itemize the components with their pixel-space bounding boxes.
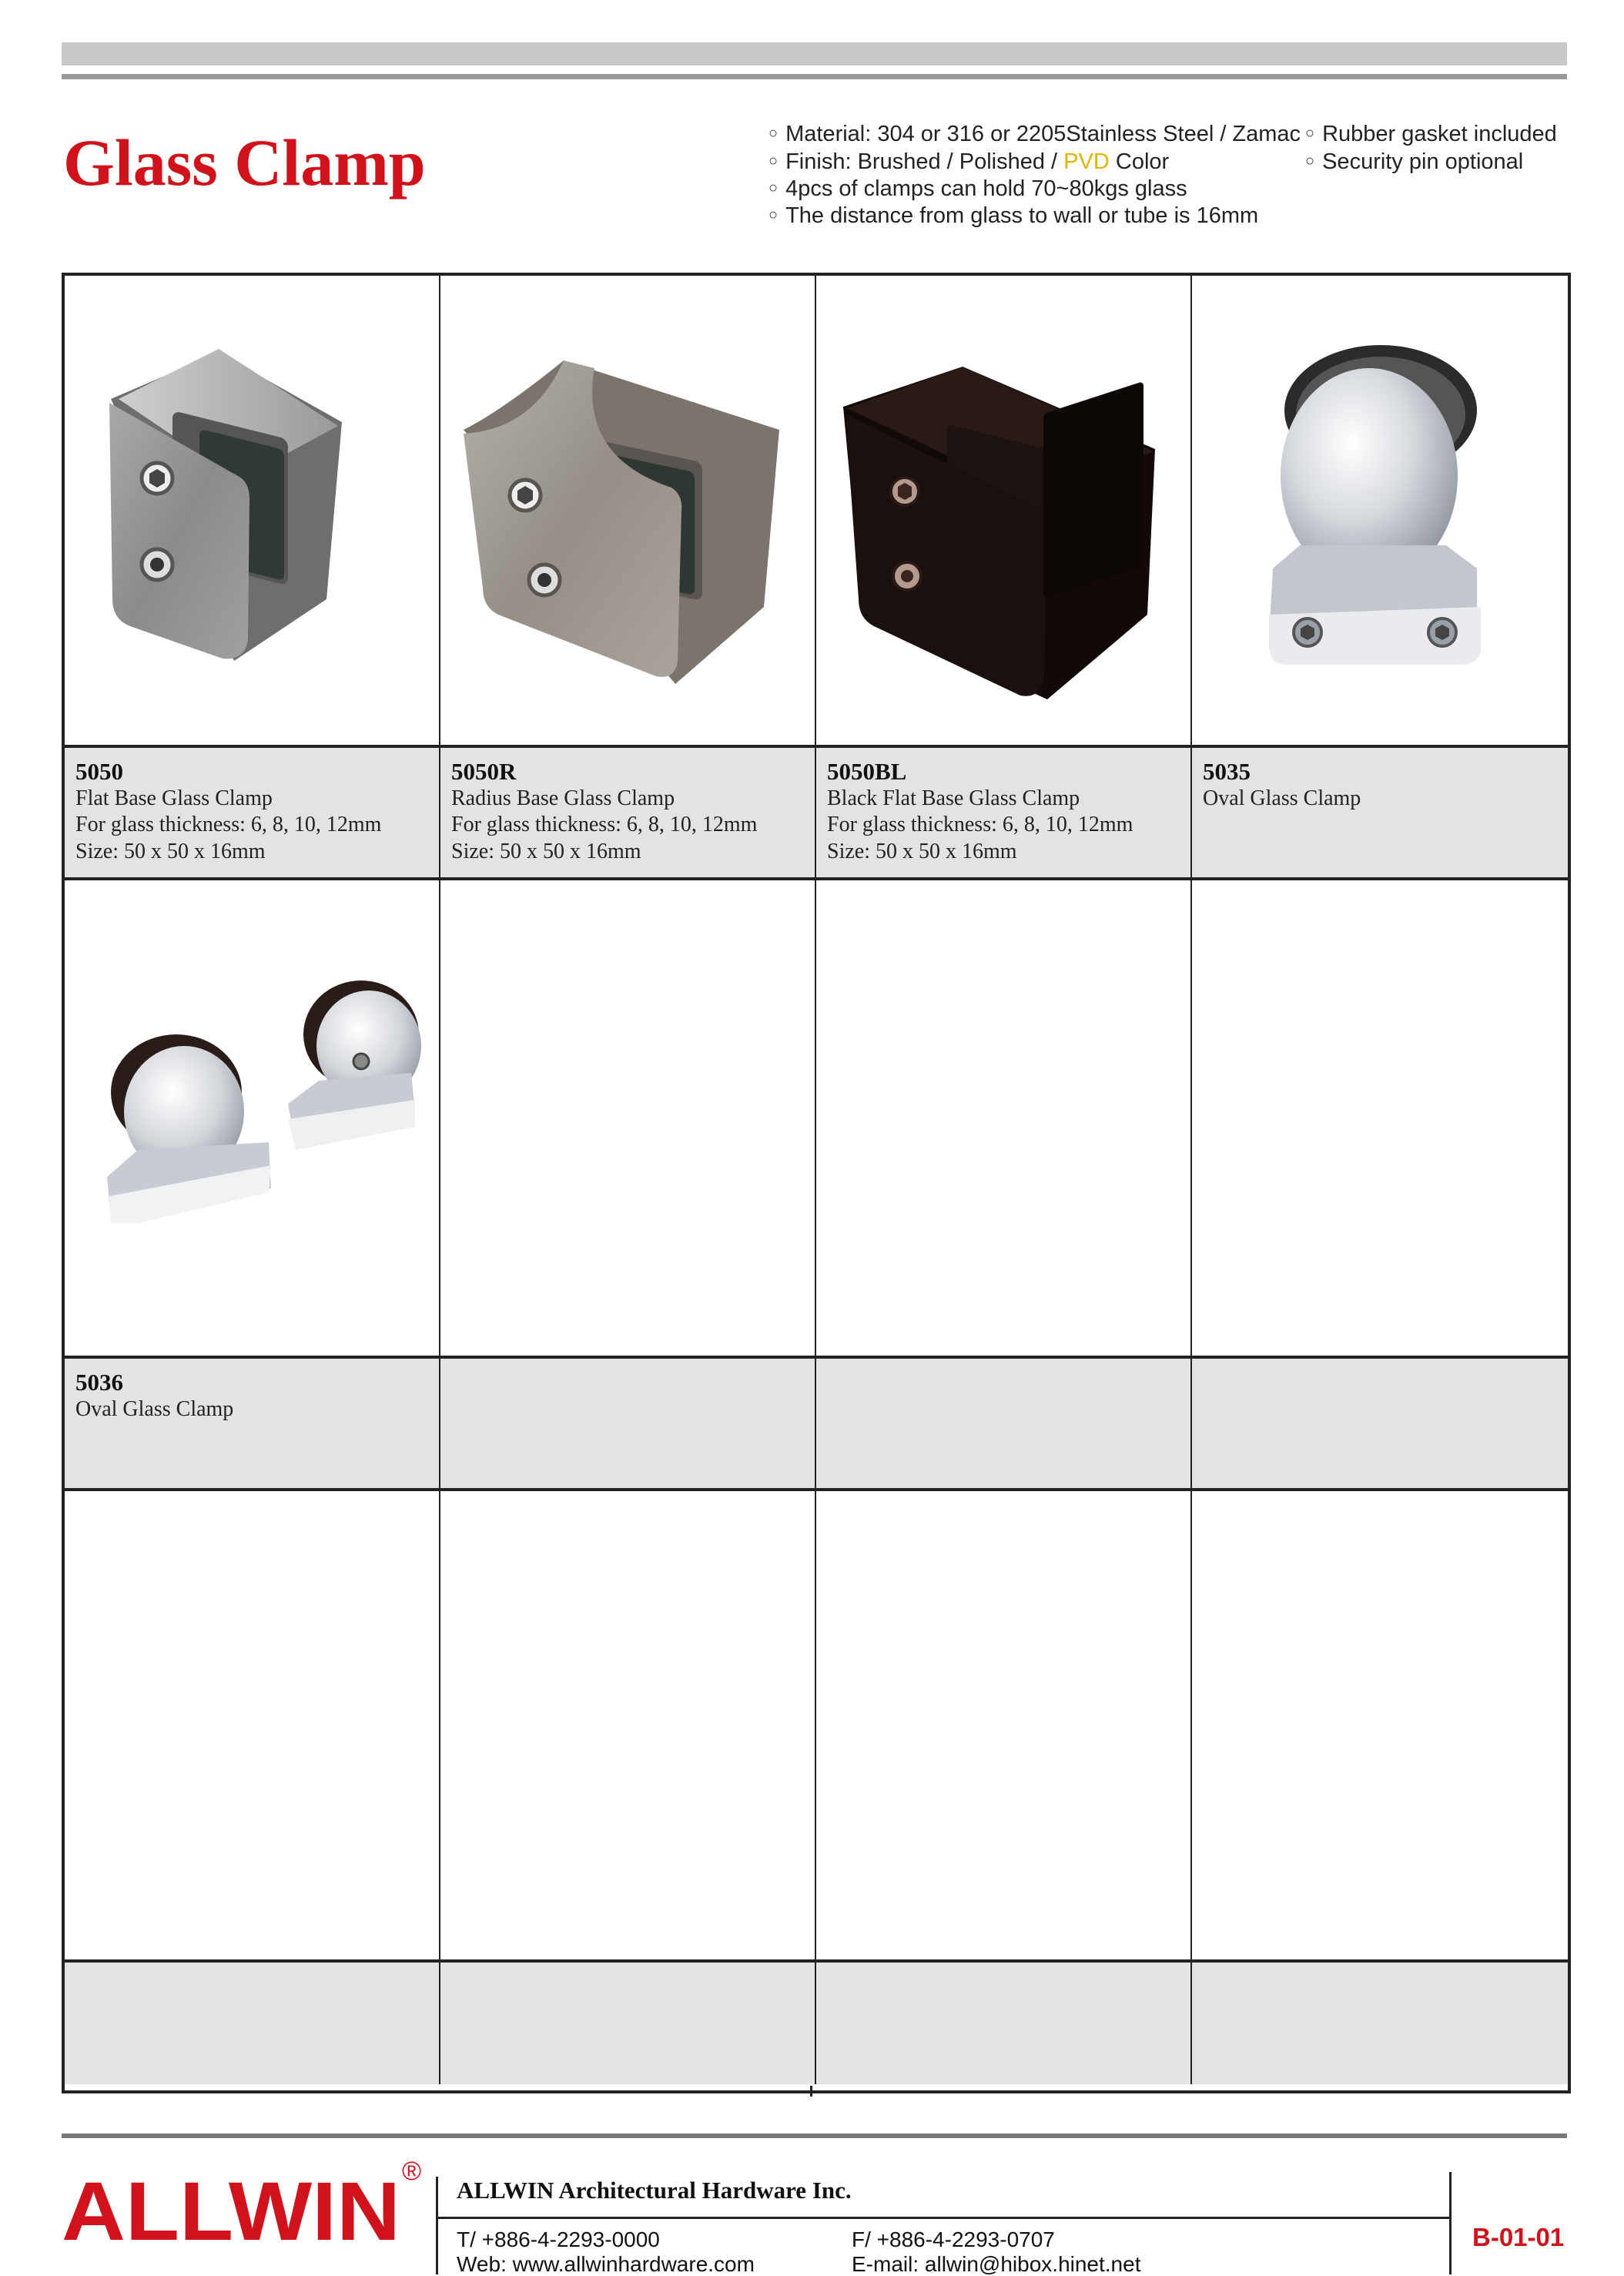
product-name: Black Flat Base Glass Clamp [827, 786, 1080, 811]
footer-rule [62, 2134, 1567, 2138]
product-name: Oval Glass Clamp [1203, 786, 1361, 811]
empty-info-cell [1192, 1961, 1568, 2084]
footer-divider [436, 2217, 1451, 2219]
product-code: 5050 [75, 758, 123, 785]
empty-image-cell [816, 880, 1192, 1357]
product-code: 5035 [1203, 758, 1251, 785]
bullet-icon: ○ [768, 179, 779, 196]
contact-website-link[interactable]: Web: www.allwinhardware.com [457, 2252, 755, 2276]
bullet-icon: ○ [768, 125, 779, 142]
product-code: 5050R [451, 758, 517, 785]
company-name: ALLWIN Architectural Hardware Inc. [457, 2177, 852, 2204]
oval-clamp-pair-icon [65, 880, 440, 1357]
empty-info-cell [816, 1961, 1192, 2084]
spec-distance: ○ The distance from glass to wall or tube is 16mm [768, 203, 1259, 228]
product-name: Oval Glass Clamp [75, 1397, 234, 1422]
spec-finish: ○ Finish: Brushed / Polished / PVD Color [768, 149, 1170, 174]
square-clamp-brushed-icon [65, 276, 440, 746]
product-image-cell [65, 880, 440, 1357]
footer-divider [436, 2177, 438, 2274]
empty-image-cell [1192, 1491, 1568, 1961]
empty-image-cell [816, 1491, 1192, 1961]
spec-capacity: ○ 4pcs of clamps can hold 70~80kgs glass [768, 176, 1187, 201]
allwin-logo [62, 2172, 400, 2249]
page-title: Glass Clamp [63, 126, 426, 199]
contact-phone: T/ +886-4-2293-0000 [457, 2227, 660, 2251]
product-size: Size: 50 x 50 x 16mm [451, 839, 641, 863]
pvd-highlight: PVD [1063, 149, 1110, 174]
contact-email-link[interactable]: E-mail: allwin@hibox.hinet.net [852, 2252, 1141, 2276]
product-name: Flat Base Glass Clamp [75, 786, 273, 811]
empty-info-cell [440, 1357, 816, 1491]
product-image-cell [816, 276, 1192, 746]
product-size: Size: 50 x 50 x 16mm [827, 839, 1017, 863]
product-image-cell [65, 276, 440, 746]
svg-text:ALLWIN: ALLWIN [62, 2172, 400, 2249]
spec-security-pin: ○ Security pin optional [1305, 149, 1524, 174]
empty-info-cell [1192, 1357, 1568, 1491]
bullet-icon: ○ [1305, 125, 1315, 142]
empty-image-cell [1192, 880, 1568, 1357]
empty-info-cell [816, 1357, 1192, 1491]
product-info-5050 [65, 746, 440, 880]
spec-material: ○ Material: 304 or 316 or 2205Stainless Steel / Zamac [768, 122, 1301, 146]
square-clamp-black-icon [816, 276, 1192, 746]
empty-image-cell [440, 880, 816, 1357]
product-code: 5050BL [827, 758, 907, 785]
bullet-icon: ○ [768, 153, 779, 169]
page-code: B-01-01 [1472, 2223, 1565, 2251]
product-info-5036 [65, 1357, 440, 1491]
product-name: Radius Base Glass Clamp [451, 786, 675, 811]
product-size: Size: 50 x 50 x 16mm [75, 839, 266, 863]
product-thickness: For glass thickness: 6, 8, 10, 12mm [451, 813, 758, 837]
product-image-cell [1192, 276, 1568, 746]
empty-image-cell [65, 1491, 440, 1961]
empty-info-cell [65, 1961, 440, 2084]
product-info-5050bl [816, 746, 1192, 880]
empty-image-cell [440, 1491, 816, 1961]
footer-divider [1449, 2172, 1452, 2274]
product-thickness: For glass thickness: 6, 8, 10, 12mm [75, 813, 382, 837]
header-bar-top [62, 42, 1567, 65]
product-info-5050r [440, 746, 816, 880]
contact-fax: F/ +886-4-2293-0707 [852, 2227, 1055, 2251]
product-grid [62, 273, 1571, 2093]
bullet-icon: ○ [768, 206, 779, 223]
oval-clamp-polished-icon [1192, 276, 1568, 746]
grid-divider-tick [810, 2086, 812, 2097]
bullet-icon: ○ [1305, 153, 1315, 169]
header-bar-bottom [62, 74, 1567, 79]
radius-clamp-brushed-icon [440, 276, 816, 746]
spec-gasket: ○ Rubber gasket included [1305, 122, 1557, 146]
product-image-cell [440, 276, 816, 746]
registered-mark: ® [402, 2157, 422, 2186]
product-code: 5036 [75, 1369, 123, 1396]
product-info-5035 [1192, 746, 1568, 880]
product-thickness: For glass thickness: 6, 8, 10, 12mm [827, 813, 1133, 837]
empty-info-cell [440, 1961, 816, 2084]
